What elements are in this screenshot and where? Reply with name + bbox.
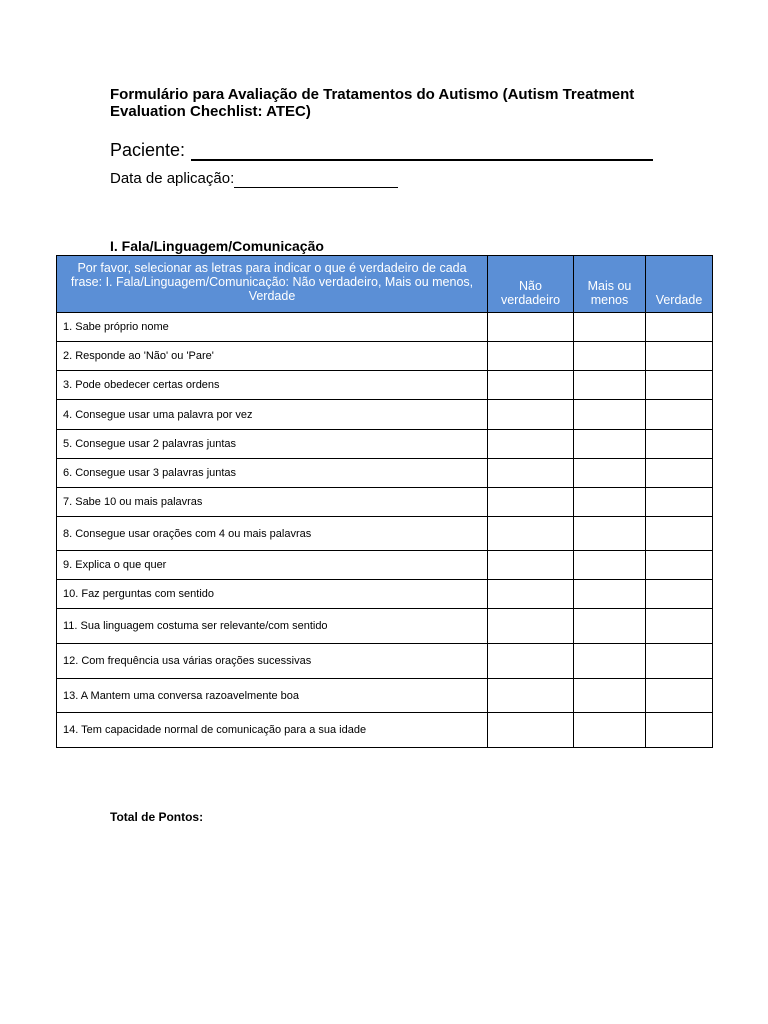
answer-cell-verdade[interactable] xyxy=(646,488,713,517)
answer-cell-verdade[interactable] xyxy=(646,713,713,748)
item-label: 2. Responde ao 'Não' ou 'Pare' xyxy=(57,342,488,371)
item-label: 6. Consegue usar 3 palavras juntas xyxy=(57,459,488,488)
item-label: 12. Com frequência usa várias orações sucessivas xyxy=(57,644,488,679)
table-row xyxy=(57,313,713,342)
table-row xyxy=(57,371,713,400)
header-verdade: Verdade xyxy=(646,256,713,313)
answer-cell-mais-ou-menos[interactable] xyxy=(574,459,646,488)
patient-label: Paciente: xyxy=(110,140,186,160)
item-label: 11. Sua linguagem costuma ser relevante/com sentido xyxy=(57,609,488,644)
answer-cell-verdade[interactable] xyxy=(646,371,713,400)
atec-table xyxy=(56,255,713,748)
table-row xyxy=(57,400,713,430)
answer-cell-verdade[interactable] xyxy=(646,430,713,459)
answer-cell-nao-verdadeiro[interactable] xyxy=(488,517,574,551)
item-label: 7. Sabe 10 ou mais palavras xyxy=(57,488,488,517)
answer-cell-mais-ou-menos[interactable] xyxy=(574,371,646,400)
answer-cell-mais-ou-menos[interactable] xyxy=(574,400,646,430)
answer-cell-mais-ou-menos[interactable] xyxy=(574,644,646,679)
answer-cell-verdade[interactable] xyxy=(646,400,713,430)
answer-cell-verdade[interactable] xyxy=(646,679,713,713)
table-row xyxy=(57,342,713,371)
total-points-label: Total de Pontos: xyxy=(110,810,204,824)
header-nao-verdadeiro: Não verdadeiro xyxy=(488,256,574,313)
answer-cell-verdade[interactable] xyxy=(646,459,713,488)
item-label: 10. Faz perguntas com sentido xyxy=(57,580,488,609)
item-label: 13. A Mantem uma conversa razoavelmente boa xyxy=(57,679,488,713)
answer-cell-nao-verdadeiro[interactable] xyxy=(488,713,574,748)
answer-cell-mais-ou-menos[interactable] xyxy=(574,551,646,580)
answer-cell-mais-ou-menos[interactable] xyxy=(574,679,646,713)
application-date-field xyxy=(110,170,398,188)
form-title: Formulário para Avaliação de Tratamentos do Autismo (Autism Treatment Evaluation Chechlist: ATEC) xyxy=(110,86,635,120)
table-row xyxy=(57,517,713,551)
answer-cell-verdade[interactable] xyxy=(646,342,713,371)
item-label: 1. Sabe próprio nome xyxy=(57,313,488,342)
header-mais-ou-menos: Mais ou menos xyxy=(574,256,646,313)
answer-cell-verdade[interactable] xyxy=(646,551,713,580)
table-row xyxy=(57,488,713,517)
answer-cell-nao-verdadeiro[interactable] xyxy=(488,679,574,713)
item-label: 14. Tem capacidade normal de comunicação para a sua idade xyxy=(57,713,488,748)
section-title: I. Fala/Linguagem/Comunicação xyxy=(110,238,324,254)
answer-cell-mais-ou-menos[interactable] xyxy=(574,609,646,644)
answer-cell-mais-ou-menos[interactable] xyxy=(574,342,646,371)
table-row xyxy=(57,713,713,748)
item-label: 4. Consegue usar uma palavra por vez xyxy=(57,400,488,430)
table-row xyxy=(57,580,713,609)
answer-cell-nao-verdadeiro[interactable] xyxy=(488,371,574,400)
patient-field xyxy=(110,139,653,161)
table-row xyxy=(57,430,713,459)
table-row xyxy=(57,551,713,580)
answer-cell-nao-verdadeiro[interactable] xyxy=(488,400,574,430)
table-header-row xyxy=(57,256,713,313)
instruction-header: Por favor, selecionar as letras para indicar o que é verdadeiro de cada frase: I. Fala/Linguagem/Comunicação: Não verdadeiro, Mais ou menos, Verdade xyxy=(57,256,488,313)
answer-cell-mais-ou-menos[interactable] xyxy=(574,488,646,517)
answer-cell-nao-verdadeiro[interactable] xyxy=(488,430,574,459)
answer-cell-verdade[interactable] xyxy=(646,609,713,644)
answer-cell-mais-ou-menos[interactable] xyxy=(574,580,646,609)
table-row xyxy=(57,459,713,488)
item-label: 3. Pode obedecer certas ordens xyxy=(57,371,488,400)
answer-cell-mais-ou-menos[interactable] xyxy=(574,430,646,459)
patient-input-line[interactable] xyxy=(191,141,653,161)
answer-cell-verdade[interactable] xyxy=(646,644,713,679)
answer-cell-nao-verdadeiro[interactable] xyxy=(488,313,574,342)
answer-cell-nao-verdadeiro[interactable] xyxy=(488,644,574,679)
answer-cell-nao-verdadeiro[interactable] xyxy=(488,459,574,488)
table-row xyxy=(57,609,713,644)
item-label: 5. Consegue usar 2 palavras juntas xyxy=(57,430,488,459)
table-row xyxy=(57,644,713,679)
item-label: 9. Explica o que quer xyxy=(57,551,488,580)
answer-cell-nao-verdadeiro[interactable] xyxy=(488,609,574,644)
application-date-input-line[interactable] xyxy=(234,172,398,188)
answer-cell-nao-verdadeiro[interactable] xyxy=(488,488,574,517)
application-date-label: Data de aplicação: xyxy=(110,170,235,187)
answer-cell-verdade[interactable] xyxy=(646,580,713,609)
answer-cell-nao-verdadeiro[interactable] xyxy=(488,551,574,580)
answer-cell-mais-ou-menos[interactable] xyxy=(574,713,646,748)
answer-cell-nao-verdadeiro[interactable] xyxy=(488,342,574,371)
answer-cell-verdade[interactable] xyxy=(646,517,713,551)
table-row xyxy=(57,679,713,713)
answer-cell-nao-verdadeiro[interactable] xyxy=(488,580,574,609)
answer-cell-verdade[interactable] xyxy=(646,313,713,342)
item-label: 8. Consegue usar orações com 4 ou mais palavras xyxy=(57,517,488,551)
answer-cell-mais-ou-menos[interactable] xyxy=(574,313,646,342)
answer-cell-mais-ou-menos[interactable] xyxy=(574,517,646,551)
